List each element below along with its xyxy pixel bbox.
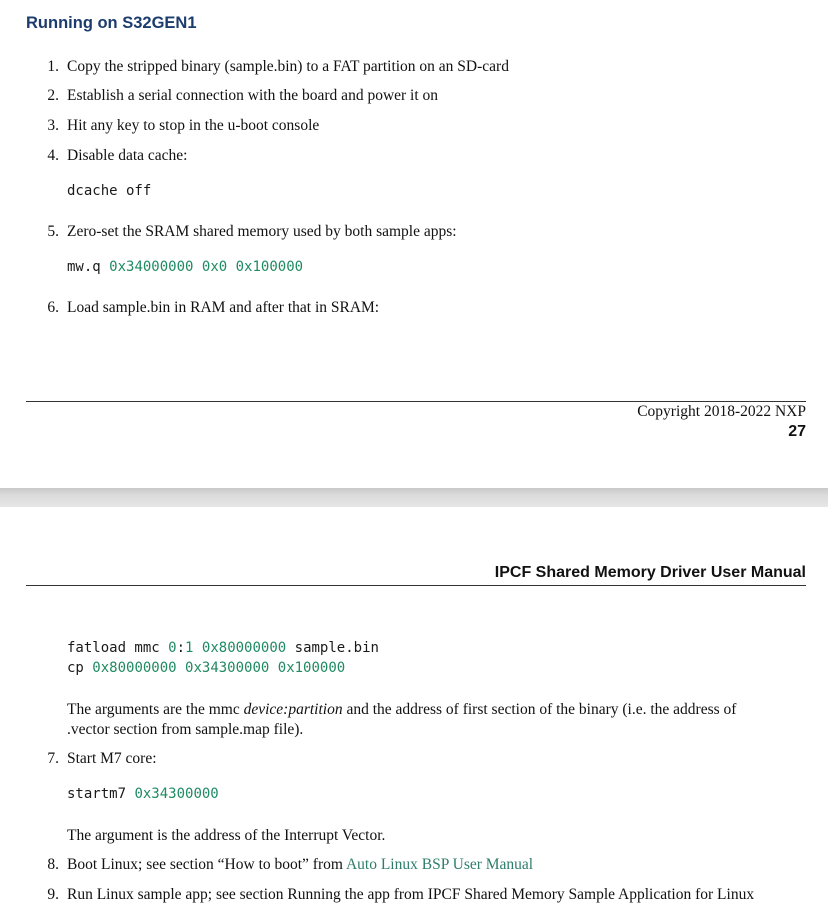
step-text: Start M7 core:	[67, 750, 157, 767]
section-heading: Running on S32GEN1	[26, 14, 197, 32]
para-text: and the address of first section of the binary (i.e. the address of	[342, 701, 737, 718]
step-number: 6.	[47, 299, 59, 316]
code-command: startm7	[67, 786, 127, 802]
code-command: mw.q	[67, 259, 101, 275]
step-text: Zero-set the SRAM shared memory used by both sample apps:	[67, 223, 457, 240]
arguments-paragraph	[67, 700, 736, 720]
code-mwq	[67, 257, 303, 277]
code-punct: :	[176, 640, 186, 656]
footer-rule	[26, 401, 806, 402]
code-filename: sample.bin	[294, 640, 379, 656]
code-number: 0x34000000	[109, 259, 194, 275]
step-text: Establish a serial connection with the board and power it on	[67, 87, 439, 104]
step-text-part: Boot Linux; see section “How to boot” from	[67, 856, 346, 873]
para-text: The arguments are the mmc	[67, 701, 244, 718]
para-emphasis: device:partition	[243, 701, 343, 718]
code-number: 0x100000	[277, 660, 346, 676]
step-number: 5.	[47, 223, 59, 240]
step-number: 2.	[47, 87, 59, 104]
step-text: Copy the stripped binary (sample.bin) to a FAT partition on an SD-card	[67, 58, 509, 75]
step-text: Load sample.bin in RAM and after that in SRAM:	[67, 299, 380, 316]
page-number: 27	[788, 423, 806, 440]
step-text: Disable data cache:	[67, 147, 188, 164]
arguments-paragraph-line2: .vector section from sample.map file).	[67, 721, 304, 738]
code-number: 0	[168, 640, 177, 656]
step-text: Run Linux sample app; see section Running the app from IPCF Shared Memory Sample Application for Linux	[67, 886, 755, 903]
footer-copyright: Copyright 2018-2022 NXP	[637, 403, 806, 420]
code-number: 0x80000000	[92, 660, 177, 676]
code-number: 0x80000000	[201, 640, 287, 656]
code-number: 0x34300000	[185, 660, 270, 676]
code-number: 0x100000	[235, 259, 304, 275]
code-number: 1	[185, 640, 194, 656]
step-number: 3.	[47, 117, 59, 134]
code-command: fatload mmc	[67, 640, 160, 656]
code-dcache-off: dcache off	[67, 183, 152, 199]
step-number: 8.	[47, 856, 59, 873]
code-number: 0x0	[201, 259, 228, 275]
code-cp	[67, 658, 345, 678]
code-startm7	[67, 784, 219, 804]
code-fatload	[67, 638, 379, 658]
header-rule	[26, 585, 806, 586]
code-number: 0x34300000	[134, 786, 219, 802]
step-number: 4.	[47, 147, 59, 164]
step-text	[67, 855, 533, 875]
step-number: 1.	[47, 58, 59, 75]
step-number: 7.	[47, 750, 59, 767]
vector-paragraph: The argument is the address of the Interrupt Vector.	[67, 827, 386, 844]
bsp-manual-link[interactable]: Auto Linux BSP User Manual	[345, 856, 534, 873]
manual-title: IPCF Shared Memory Driver User Manual	[494, 564, 806, 581]
step-text: Hit any key to stop in the u-boot console	[67, 117, 320, 134]
code-command: cp	[67, 660, 84, 676]
page-separator	[0, 488, 828, 507]
step-number: 9.	[47, 886, 59, 903]
